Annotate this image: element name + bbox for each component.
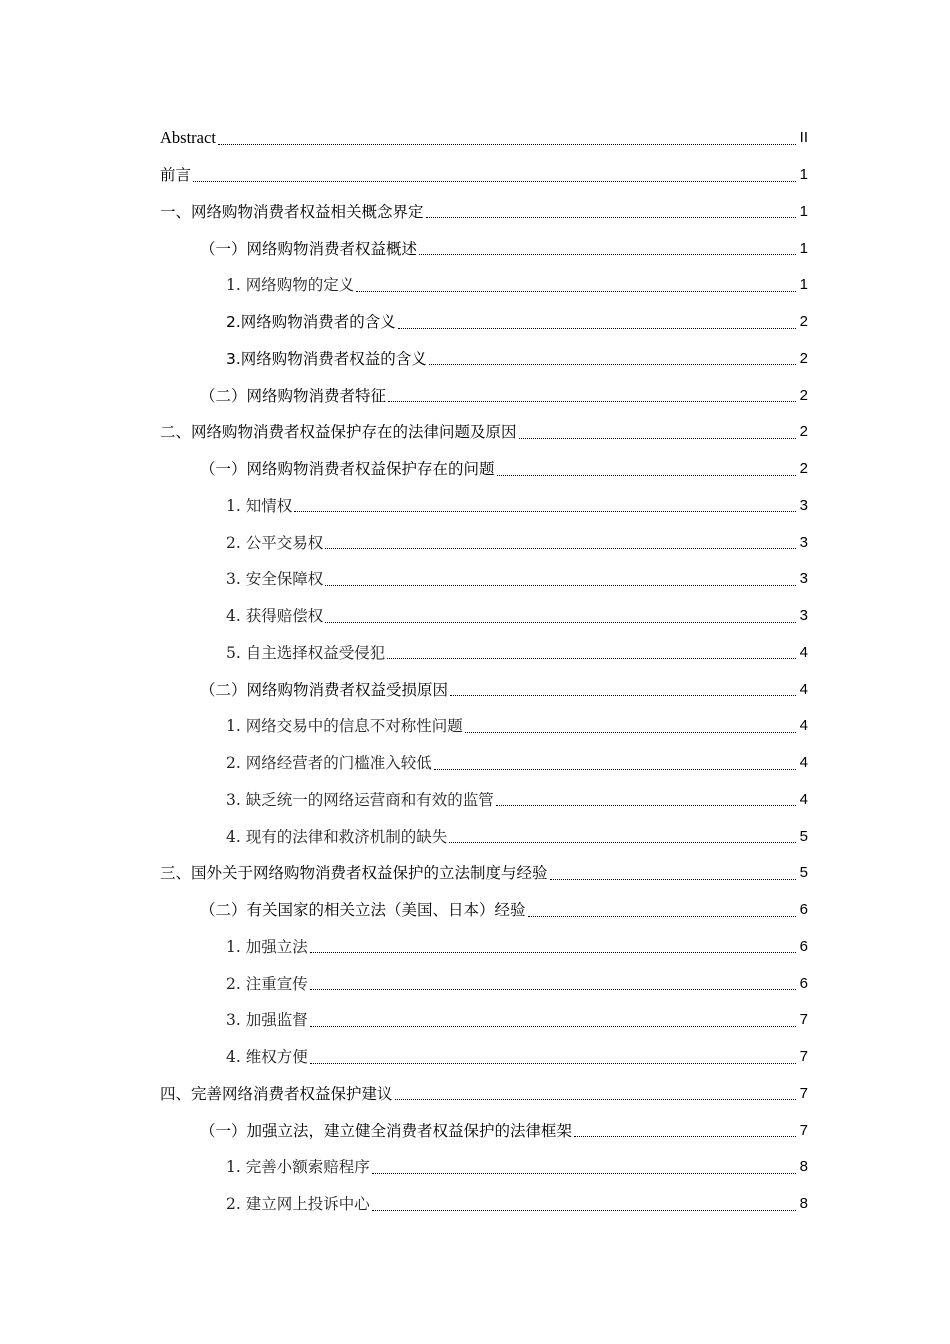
toc-entry-subsection-3-2-1[interactable] [160, 929, 808, 966]
toc-entry-title: 4. 获得赔偿权 [226, 607, 324, 626]
dot-leader [310, 1026, 796, 1027]
dot-leader [434, 769, 796, 770]
toc-entry-page: 7 [799, 1121, 808, 1139]
toc-entry-title: （二）网络购物消费者特征 [200, 386, 387, 405]
table-of-contents [160, 120, 808, 1223]
toc-entry-subsection-3-2-3[interactable] [160, 1002, 808, 1039]
toc-entry-section-2-1[interactable] [160, 451, 808, 488]
dot-leader [294, 511, 796, 512]
toc-entry-title: 前言 [160, 166, 192, 185]
toc-entry-page: 1 [799, 239, 808, 257]
toc-entry-page: 2 [799, 386, 808, 404]
toc-entry-page: 4 [799, 717, 808, 735]
toc-entry-page: 4 [799, 790, 808, 808]
toc-entry-page: 2 [799, 423, 808, 441]
toc-entry-page: 7 [799, 1084, 808, 1102]
toc-entry-subsection-2-1-5[interactable] [160, 635, 808, 672]
toc-entry-subsection-1-1-3[interactable] [160, 341, 808, 378]
toc-entry-title: （一）加强立法，建立健全消费者权益保护的法律框架 [200, 1121, 573, 1140]
dot-leader [429, 364, 796, 365]
toc-entry-title: 四、完善网络消费者权益保护建议 [160, 1084, 393, 1103]
toc-entry-page: 3 [799, 607, 808, 625]
dot-leader [419, 254, 796, 255]
dot-leader [550, 879, 796, 880]
toc-entry-title: 2. 建立网上投诉中心 [226, 1195, 370, 1214]
toc-entry-title: （一）网络购物消费者权益保护存在的问题 [200, 460, 495, 479]
toc-entry-title: （二）有关国家的相关立法（美国、日本）经验 [200, 901, 526, 920]
toc-entry-title: 4. 维权方便 [226, 1048, 308, 1067]
toc-entry-section-3-2[interactable] [160, 892, 808, 929]
dot-leader [519, 438, 796, 439]
toc-entry-page: 8 [799, 1195, 808, 1213]
toc-entry-page: 6 [799, 901, 808, 919]
toc-entry-title: 2.网络购物消费者的含义 [226, 313, 396, 332]
dot-leader [310, 952, 796, 953]
toc-entry-subsection-4-1-1[interactable] [160, 1149, 808, 1186]
toc-entry-page: 2 [799, 313, 808, 331]
toc-entry-title: （二）网络购物消费者权益受损原因 [200, 680, 449, 699]
toc-entry-page: 5 [799, 864, 808, 882]
toc-entry-subsection-3-2-4[interactable] [160, 1039, 808, 1076]
toc-entry-subsection-1-1-2[interactable] [160, 304, 808, 341]
toc-entry-page: 2 [799, 349, 808, 367]
toc-entry-title: 3. 安全保障权 [226, 570, 324, 589]
dot-leader [372, 1210, 796, 1211]
dot-leader [496, 805, 796, 806]
toc-entry-page: 2 [799, 460, 808, 478]
dot-leader [426, 217, 796, 218]
toc-entry-title: Abstract [160, 128, 216, 148]
toc-entry-section-1-1[interactable] [160, 230, 808, 267]
dot-leader [395, 1099, 796, 1100]
toc-entry-title: 4. 现有的法律和救济机制的缺失 [226, 827, 448, 846]
dot-leader [574, 1136, 796, 1137]
dot-leader [325, 585, 796, 586]
toc-entry-preface[interactable] [160, 157, 808, 194]
toc-entry-subsection-2-2-4[interactable] [160, 818, 808, 855]
toc-entry-chapter-3[interactable] [160, 855, 808, 892]
toc-entry-subsection-2-2-2[interactable] [160, 745, 808, 782]
toc-entry-subsection-2-1-3[interactable] [160, 561, 808, 598]
toc-entry-page: 3 [799, 570, 808, 588]
toc-entry-title: 1. 完善小额索赔程序 [226, 1158, 370, 1177]
toc-entry-title: 一、网络购物消费者权益相关概念界定 [160, 202, 424, 221]
toc-entry-title: 1. 网络交易中的信息不对称性问题 [226, 717, 463, 736]
toc-entry-chapter-1[interactable] [160, 194, 808, 231]
dot-leader [449, 842, 796, 843]
toc-entry-subsection-2-1-1[interactable] [160, 488, 808, 525]
toc-entry-title: 1. 知情权 [226, 496, 293, 515]
toc-entry-page: 1 [799, 202, 808, 220]
toc-entry-title: 1. 网络购物的定义 [226, 276, 355, 295]
dot-leader [356, 291, 796, 292]
dot-leader [310, 989, 796, 990]
toc-entry-page: 1 [799, 276, 808, 294]
dot-leader [372, 1173, 796, 1174]
toc-entry-page: 8 [799, 1158, 808, 1176]
toc-entry-title: 2. 网络经营者的门槛准入较低 [226, 754, 432, 773]
toc-entry-subsection-2-2-3[interactable] [160, 782, 808, 819]
dot-leader [450, 695, 796, 696]
toc-entry-subsection-3-2-2[interactable] [160, 965, 808, 1002]
toc-entry-title: 三、国外关于网络购物消费者权益保护的立法制度与经验 [160, 864, 548, 883]
toc-entry-page: 4 [799, 754, 808, 772]
toc-entry-page: 3 [799, 533, 808, 551]
toc-entry-subsection-4-1-2[interactable] [160, 1186, 808, 1223]
dot-leader [528, 916, 796, 917]
toc-entry-section-1-2[interactable] [160, 377, 808, 414]
dot-leader [465, 732, 796, 733]
toc-entry-page: 4 [799, 643, 808, 661]
dot-leader [398, 328, 796, 329]
toc-entry-title: （一）网络购物消费者权益概述 [200, 239, 418, 258]
toc-entry-page: II [799, 129, 808, 147]
dot-leader [325, 548, 796, 549]
toc-entry-page: 6 [799, 937, 808, 955]
toc-entry-subsection-2-2-1[interactable] [160, 708, 808, 745]
toc-entry-title: 3. 加强监督 [226, 1011, 308, 1030]
dot-leader [218, 144, 796, 145]
dot-leader [325, 622, 796, 623]
toc-entry-subsection-2-1-4[interactable] [160, 598, 808, 635]
toc-entry-page: 7 [799, 1011, 808, 1029]
toc-entry-page: 4 [799, 680, 808, 698]
toc-entry-title: 2. 注重宣传 [226, 974, 308, 993]
toc-entry-page: 6 [799, 974, 808, 992]
toc-entry-chapter-4[interactable] [160, 1076, 808, 1113]
dot-leader [193, 181, 796, 182]
dot-leader [310, 1063, 796, 1064]
toc-entry-section-4-1[interactable] [160, 1112, 808, 1149]
toc-entry-title: 1. 加强立法 [226, 937, 308, 956]
dot-leader [497, 475, 796, 476]
toc-entry-title: 3.网络购物消费者权益的含义 [226, 349, 427, 368]
toc-entry-section-2-2[interactable] [160, 671, 808, 708]
toc-entry-title: 5. 自主选择权益受侵犯 [226, 643, 386, 662]
toc-entry-subsection-1-1-1[interactable] [160, 267, 808, 304]
toc-entry-page: 5 [799, 827, 808, 845]
toc-entry-page: 1 [799, 166, 808, 184]
toc-entry-title: 2. 公平交易权 [226, 533, 324, 552]
toc-entry-subsection-2-1-2[interactable] [160, 524, 808, 561]
toc-entry-page: 3 [799, 496, 808, 514]
toc-entry-page: 7 [799, 1048, 808, 1066]
dot-leader [388, 401, 796, 402]
dot-leader [387, 658, 796, 659]
toc-entry-abstract[interactable] [160, 120, 808, 157]
toc-entry-title: 3. 缺乏统一的网络运营商和有效的监管 [226, 790, 494, 809]
toc-entry-title: 二、网络购物消费者权益保护存在的法律问题及原因 [160, 423, 517, 442]
toc-entry-chapter-2[interactable] [160, 414, 808, 451]
